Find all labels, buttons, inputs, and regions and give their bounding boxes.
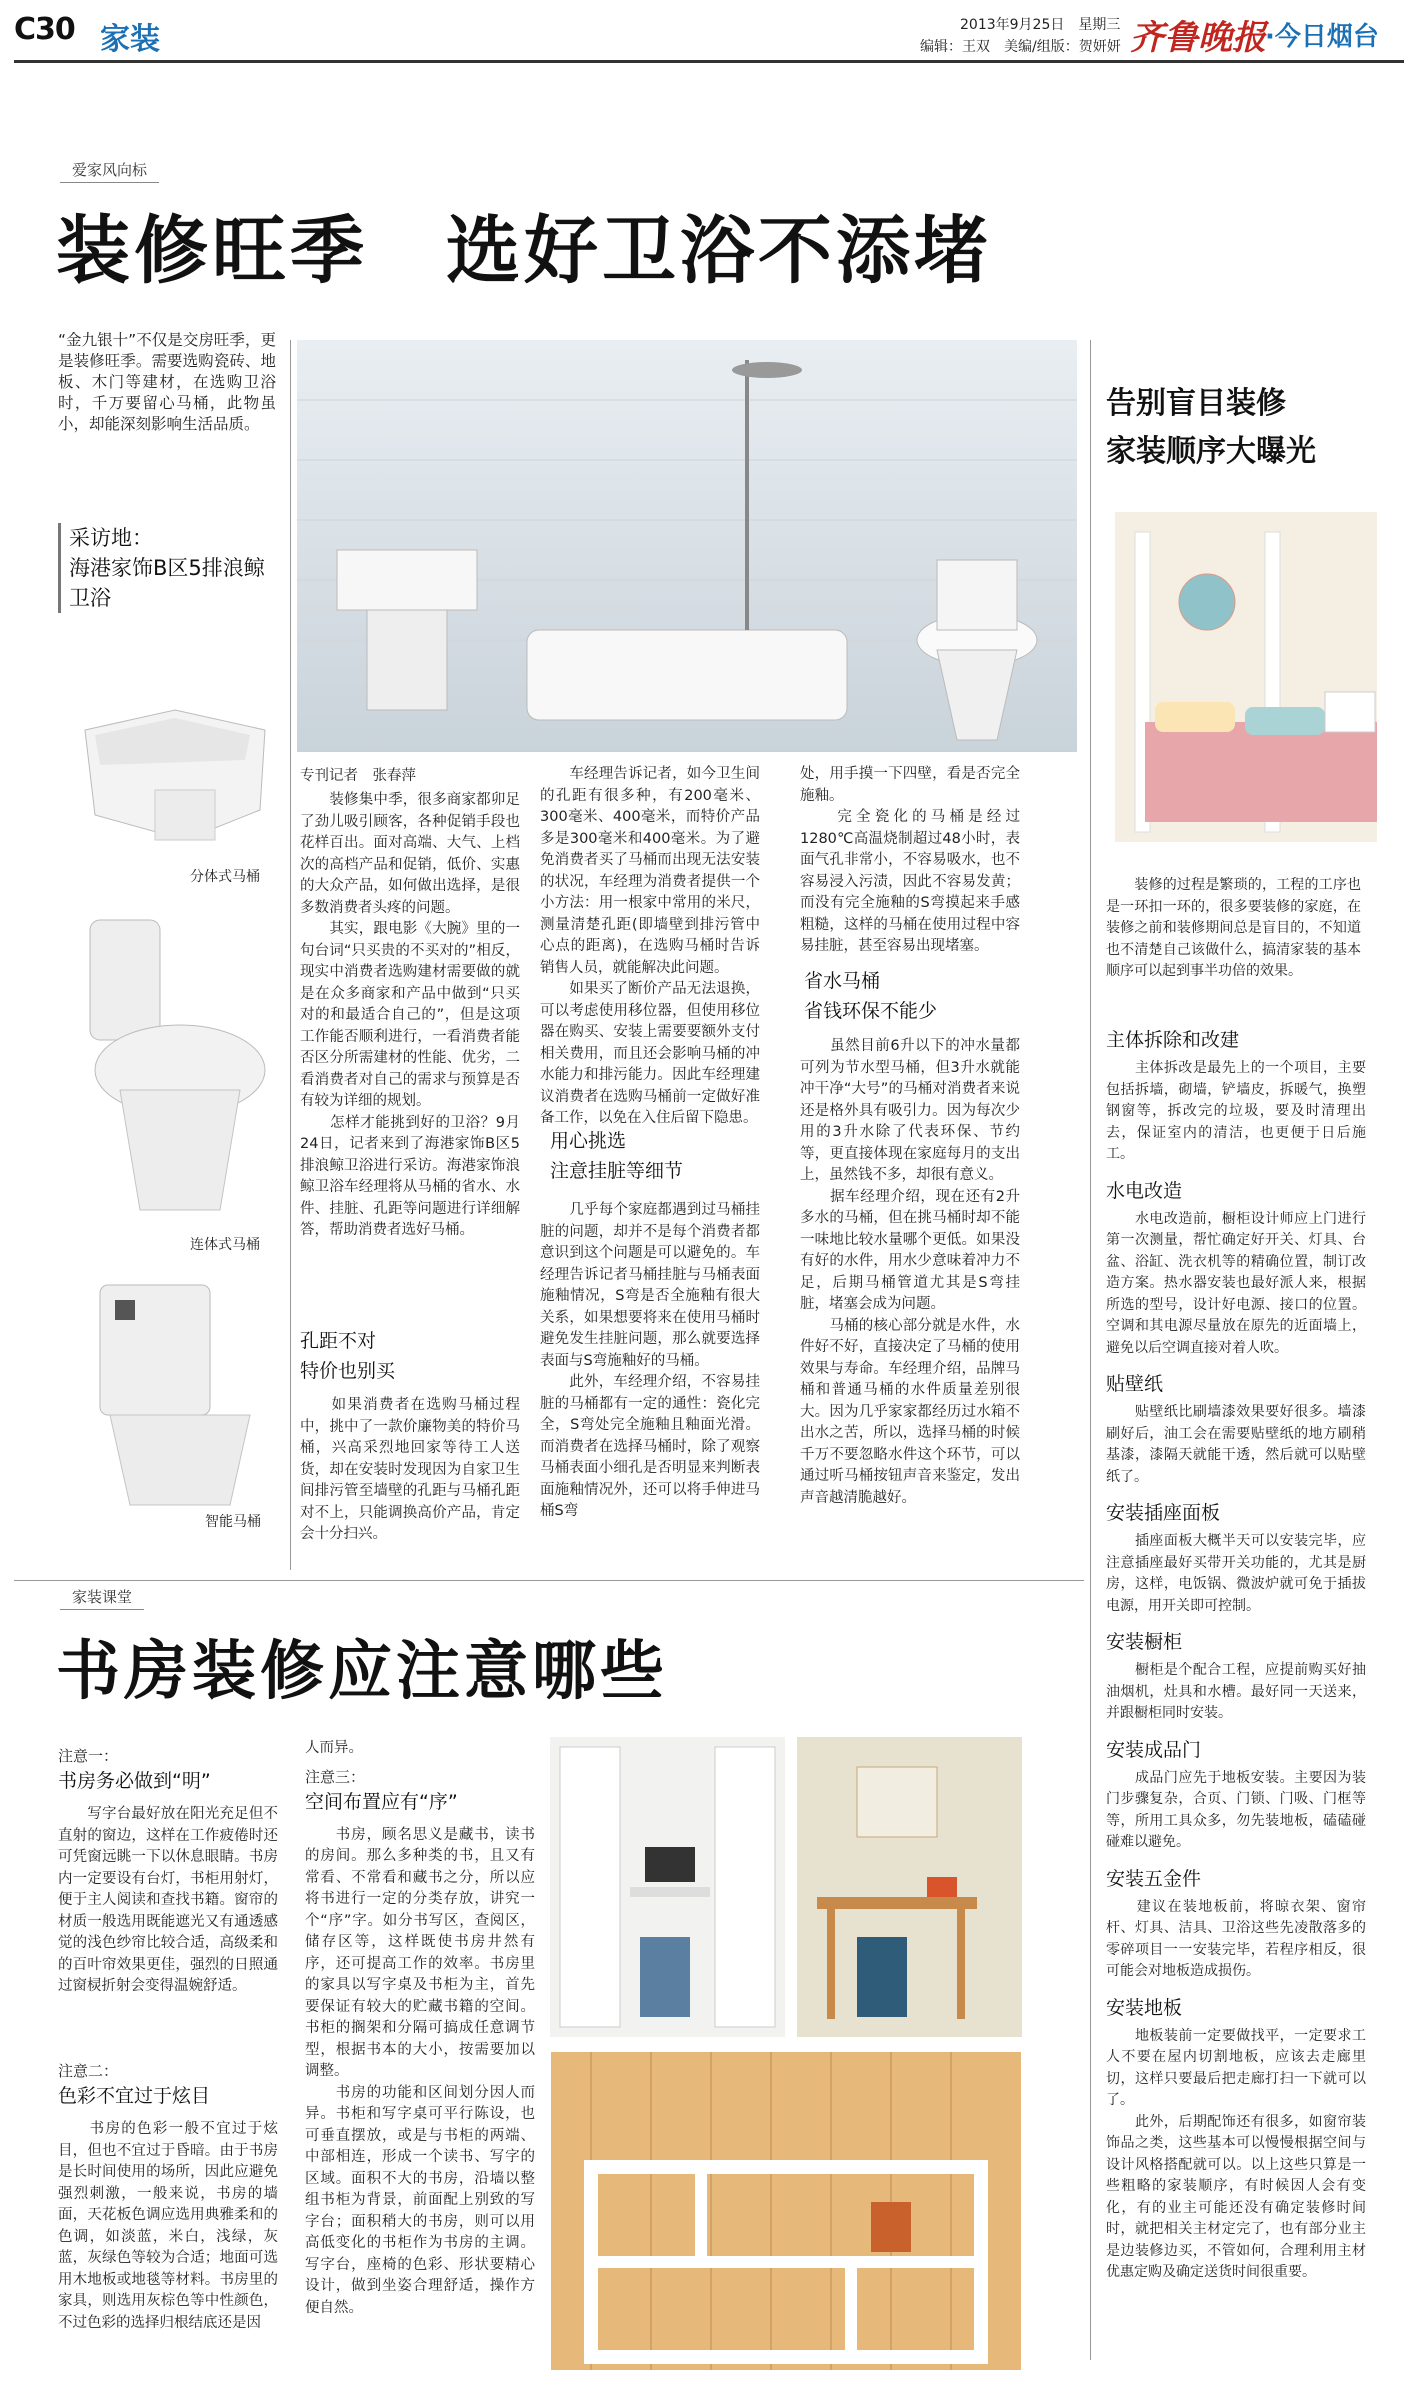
note2 [58, 2060, 278, 2334]
note-text: 写字台最好放在阳光充足但不直射的窗边，这样在工作疲倦时还可凭窗远眺一下以休息眼睛。书房内一定要设有台灯，书柜用射灯，便于主人阅读和查找书籍。窗帘的材质一般选用既能遮光又有通透感觉的浅色纱帘比较合适，高级柔和的百叶帘效果更佳，强烈的日照通过窗棂折射会变得温婉舒适。 [58, 1806, 278, 1994]
subhead-line: 特价也别买 [300, 1360, 396, 1382]
bedroom-photo [1115, 512, 1377, 842]
article1-tag: 爱家风向标 [60, 157, 159, 183]
article1-col1b: 如果消费者在选购马桶过程中，挑中了一款价廉物美的特价马桶，兴高采烈地回家等待工人送货，却在安装时发现因为自家卫生间排污管至墙壁的孔距与马桶孔距对不上，只能调换高价产品，肯定会十分扫兴。 [300, 1397, 520, 1542]
masthead-rule [14, 60, 1404, 63]
study-room-photo-2 [797, 1737, 1022, 2037]
subhead-line: 用心挑选 [550, 1130, 627, 1152]
right-section-title: 水电改造 [1106, 1179, 1183, 1202]
right-section-text: 成品门应先于地板安装。主要因为装门步骤复杂，合页、门锁、门吸、门框等等，所用工具众多，勿先装地板，磕磕碰碰难以避免。 [1106, 1769, 1366, 1850]
right-section [1106, 1627, 1366, 1725]
right-section [1106, 1993, 1366, 2284]
right-section-text: 水电改造前，橱柜设计师应上门进行第一次测量，帮忙确定好开关、灯具、台盆、浴缸、洗衣机等的精确位置，制订改造方案。热水器安装也最好派人来，根据所选的型号，设计好电源、接口的位置。空调和其电源尽量放在原先的近面墙上，避免以后空调直接对着人吹。 [1106, 1210, 1366, 1356]
right-section-title: 安装成品门 [1106, 1738, 1202, 1761]
subhead-line: 孔距不对 [300, 1330, 377, 1352]
note3 [305, 1738, 535, 2319]
interview-label: 采访地： [69, 526, 153, 550]
right-section-text: 主体拆改是最先上的一个项目，主要包括拆墙，砌墙，铲墙皮，拆暖气，换塑钢窗等，拆改完的垃圾，要及时清理出去，保证室内的清洁，也更便于日后施工。 [1106, 1060, 1366, 1162]
right-section-title: 主体拆除和改建 [1106, 1029, 1240, 1051]
bathroom-photo [297, 340, 1077, 752]
right-section-title: 贴壁纸 [1106, 1373, 1164, 1395]
subhead-hole-distance [300, 1326, 395, 1386]
split-toilet-image [55, 690, 285, 860]
subhead-line: 注意挂脏等细节 [550, 1160, 684, 1182]
right-section-title: 安装橱柜 [1106, 1631, 1183, 1653]
divider [290, 340, 291, 1570]
right-section-title: 安装五金件 [1106, 1867, 1202, 1890]
newspaper-logo: 齐鲁晚报 [1130, 18, 1266, 58]
right-section-text: 地板装前一定要做找平，一定要求工人不要在屋内切割地板，应该去走廊里切，这样只要最后把走廊打扫一下就可以了。 此外，后期配饰还有很多，如窗帘装饰品之类，这些基本可以慢慢根据空间与设计风格搭配就可以。以上这些只算是一些粗略的家装顺序，有时候因人会有变化，有的业主可能还没有确定装修时间时，就把相关主材定完了，也有部分业主是边装修边买，不管如何，合理利用主材优惠定购及确定送货时间很重要。 [1106, 2027, 1366, 2280]
edition-name: ·今日烟台 [1265, 22, 1379, 52]
article1-col3: 处，用手摸一下四壁，看是否完全施釉。 完全瓷化的马桶是经过1280℃高温烧制超过48小时，表面气孔非常小，不容易吸水，也不容易浸入污渍，因此不容易发黄；而没有完全施釉的S弯摸起来手感粗糙，这样的马桶在使用过程中容易挂脏，甚至容易出现堵塞。 [800, 766, 1020, 954]
article2-headline: 书房装修应注意哪些 [56, 1635, 668, 1709]
one-piece-toilet-caption: 连体式马桶 [190, 1237, 260, 1253]
note-label: 注意二： [58, 2062, 119, 2080]
section-divider [14, 1580, 1084, 1581]
subhead-water-saving [804, 966, 937, 1026]
one-piece-toilet-image [70, 900, 280, 1230]
note-label: 注意三： [305, 1767, 366, 1786]
article1-headline: 装修旺季 选好卫浴不添堵 [56, 208, 992, 294]
right-headline [1106, 380, 1316, 476]
right-headline-line2: 家装顺序大曝光 [1106, 434, 1316, 469]
article2-tag: 家装课堂 [60, 1584, 144, 1610]
note2-continued: 人而异。 [305, 1740, 363, 1756]
smart-toilet-caption: 智能马桶 [205, 1514, 261, 1530]
right-intro: 装修的过程是繁琐的，工程的工序也是一环扣一环的，很多要装修的家庭，在装修之前和装修期间总是盲目的，不知道也不清楚自己该做什么，搞清家装的基本顺序可以起到事半功倍的效果。 [1106, 877, 1361, 979]
page-number: C30 [14, 12, 75, 47]
divider [1090, 340, 1091, 2360]
editors: 编辑：王双 美编/组版：贺妍妍 [920, 39, 1121, 55]
subhead-dirt [550, 1126, 683, 1186]
right-section-text: 橱柜是个配合工程，应提前购买好抽油烟机，灶具和水槽。最好同一天送来，并跟橱柜同时安装。 [1106, 1662, 1366, 1721]
section-name: 家装 [100, 22, 160, 57]
split-toilet-caption: 分体式马桶 [190, 869, 260, 885]
interview-place: 海港家饰B区5排浪鲸卫浴 [69, 556, 265, 610]
right-section [1106, 1735, 1366, 1854]
article1-lead: “金九银十”不仅是交房旺季，更是装修旺季。需要选购瓷砖、地板、木门等建材，在选购卫浴时，千万要留心马桶，此物虽小，却能深刻影响生活品质。 [58, 331, 276, 433]
study-room-photo-1 [550, 1737, 785, 2037]
article1-col1: 装修集中季，很多商家都卯足了劲儿吸引顾客，各种促销手段也花样百出。面对高端、大气、上档次的高档产品和促销，低价、实惠的大众产品，如何做出选择，是很多数消费者头疼的问题。 其实，跟电影《大腕》里的一句台词“只买贵的不买对的”相反，现实中消费者选购建材需要做的就是在众多商家和产品中做到“只买对的和最适合自己的”，但是这项工作能否顺利进行，一看消费者能否区分所需建材的性能、优劣，二看消费者对自己的需求与预算是否有较为详细的规划。 怎样才能挑到好的卫浴？9月24日，记者来到了海港家饰B区5排浪鲸卫浴进行采访。海港家饰浪鲸卫浴车经理将从马桶的省水、水件、挂脏、孔距等问题进行详细解答，帮助消费者选好马桶。 [300, 792, 520, 1238]
right-section-text: 插座面板大概半天可以安装完毕，应注意插座最好买带开关功能的，尤其是厨房，这样，电饭锅、微波炉就可免于插拔电源，用开关即可控制。 [1106, 1533, 1366, 1614]
smart-toilet-image [80, 1265, 280, 1515]
right-section [1106, 1498, 1366, 1617]
right-section [1106, 1864, 1366, 1983]
right-section-title: 安装插座面板 [1106, 1502, 1221, 1524]
article1-col3b: 虽然目前6升以下的冲水量都可列为节水型马桶，但3升水就能冲干净“大号”的马桶对消费者来说还是格外具有吸引力。因为每次少用的3升水除了代表环保、节约等，更直接体现在家庭每月的支出上，虽然钱不多，却很有意义。 据车经理介绍，现在还有2升多水的马桶，但在挑马桶时却不能一味地比较水量哪个更低。如果没有好的水件，用水少意味着冲力不足，后期马桶管道尤其是S弯挂脏，堵塞会成为问题。 马桶的核心部分就是水件，水件好不好，直接决定了马桶的使用效果与寿命。车经理介绍，品牌马桶和普通马桶的水件质量差别很大。因为几乎家家都经历过水箱不出水之苦，所以，选择马桶的时候千万不要忽略水件这个环节，可以通过听马桶按钮声音来鉴定，发出声音越清脆越好。 [800, 1038, 1020, 1506]
right-section-text: 建议在装地板前，将晾衣架、窗帘杆、灯具、洁具、卫浴这些先凌散落多的零碎项目一一安装完毕，若程序相反，很可能会对地板造成损伤。 [1106, 1898, 1366, 1979]
byline: 专刊记者 张春萍 [300, 768, 416, 784]
bookshelf-photo [551, 2052, 1021, 2370]
right-section-title: 安装地板 [1106, 1996, 1183, 2019]
right-section [1106, 1176, 1366, 1360]
note1 [58, 1745, 278, 1998]
masthead [0, 0, 1417, 62]
interview-location [58, 523, 279, 613]
right-sections [1106, 1025, 1366, 2284]
article1-col2b: 几乎每个家庭都遇到过马桶挂脏的问题，却并不是每个消费者都意识到这个问题是可以避免的。车经理告诉记者马桶挂脏与马桶表面施釉情况，S弯是否全施釉有很大关系，如果想要将来在使用马桶时避免发生挂脏问题，那么就要选择表面与S弯施釉好的马桶。 此外，车经理介绍，不容易挂脏的马桶都有一定的通性：瓷化完全，S弯处完全施釉且釉面光滑。而消费者在选择马桶时，除了观察马桶表面小细孔是否明显来判断表面施釉情况外，还可以将手伸进马桶S弯 [540, 1202, 760, 1519]
note-title: 空间布置应有“序” [305, 1790, 458, 1813]
note-title: 色彩不宜过于炫目 [58, 2085, 211, 2107]
note-text: 书房的色彩一般不宜过于炫目，但也不宜过于昏暗。由于书房是长时间使用的场所，因此应避免强烈刺激，一般来说，书房的墙面，天花板色调应选用典雅柔和的色调，如淡蓝，米白，浅绿，灰蓝，灰绿色等较为合适；地面可选用木地板或地毯等材料。书房里的家具，则选用灰棕色等中性颜色，不过色彩的选择归根结底还是因 [58, 2121, 278, 2331]
issue-date: 2013年9月25日 星期三 [960, 17, 1121, 33]
note-label: 注意一： [58, 1747, 119, 1765]
right-section [1106, 1025, 1366, 1166]
note-title: 书房务必做到“明” [58, 1770, 211, 1792]
right-section [1106, 1369, 1366, 1488]
article1-col2: 车经理告诉记者，如今卫生间的孔距有很多种，有200毫米、300毫米、400毫米，而特价产品多是300毫米和400毫米。为了避免消费者买了马桶而出现无法安装的状况，车经理为消费者提供一个小方法：用一根家中常用的米尺，测量清楚孔距(即墙壁到排污管中心点的距离)，在选购马桶时告诉销售人员，就能解决此问题。 如果买了断价产品无法退换，可以考虑使用移位器，但使用移位器在购买、安装上需要要额外支付相关费用，而且还会影响马桶的冲水能力和排污能力。因此车经理建议消费者在选购马桶前一定做好准备工作，以免在入住后留下隐患。 [540, 766, 760, 1126]
subhead-line: 省钱环保不能少 [804, 1000, 938, 1022]
subhead-line: 省水马桶 [804, 970, 881, 992]
note-text: 书房，顾名思义是藏书，读书的房间。那么多种类的书，且又有常看、不常看和藏书之分，所以应将书进行一定的分类存放，讲究一个“序”字。如分书写区，查阅区，储存区等，这样既使书房井然有序，还可提高工作的效率。书房里的家具以写字桌及书柜为主，首先要保证有较大的贮藏书籍的空间。书柜的搁架和分隔可搞成任意调节型，根据书本的大小，按需要加以调整。 书房的功能和区间划分因人而异。书柜和写字桌可平行陈设，也可垂直摆放，或是与书柜的两端、中部相连，形成一个读书、写字的区域。面积不大的书房，沿墙以整组书柜为背景，前面配上别致的写字台；面积稍大的书房，则可以用高低变化的书柜作为书房的主调。写字台，座椅的色彩、形状要精心设计，做到坐姿合理舒适，操作方便自然。 [305, 1826, 535, 2316]
right-section-text: 贴壁纸比刷墙漆效果要好很多。墙漆刷好后，油工会在需要贴壁纸的地方刷稍基漆，漆隔天就能干透，然后就可以贴壁纸了。 [1106, 1404, 1366, 1485]
right-headline-line1: 告别盲目装修 [1106, 386, 1286, 421]
